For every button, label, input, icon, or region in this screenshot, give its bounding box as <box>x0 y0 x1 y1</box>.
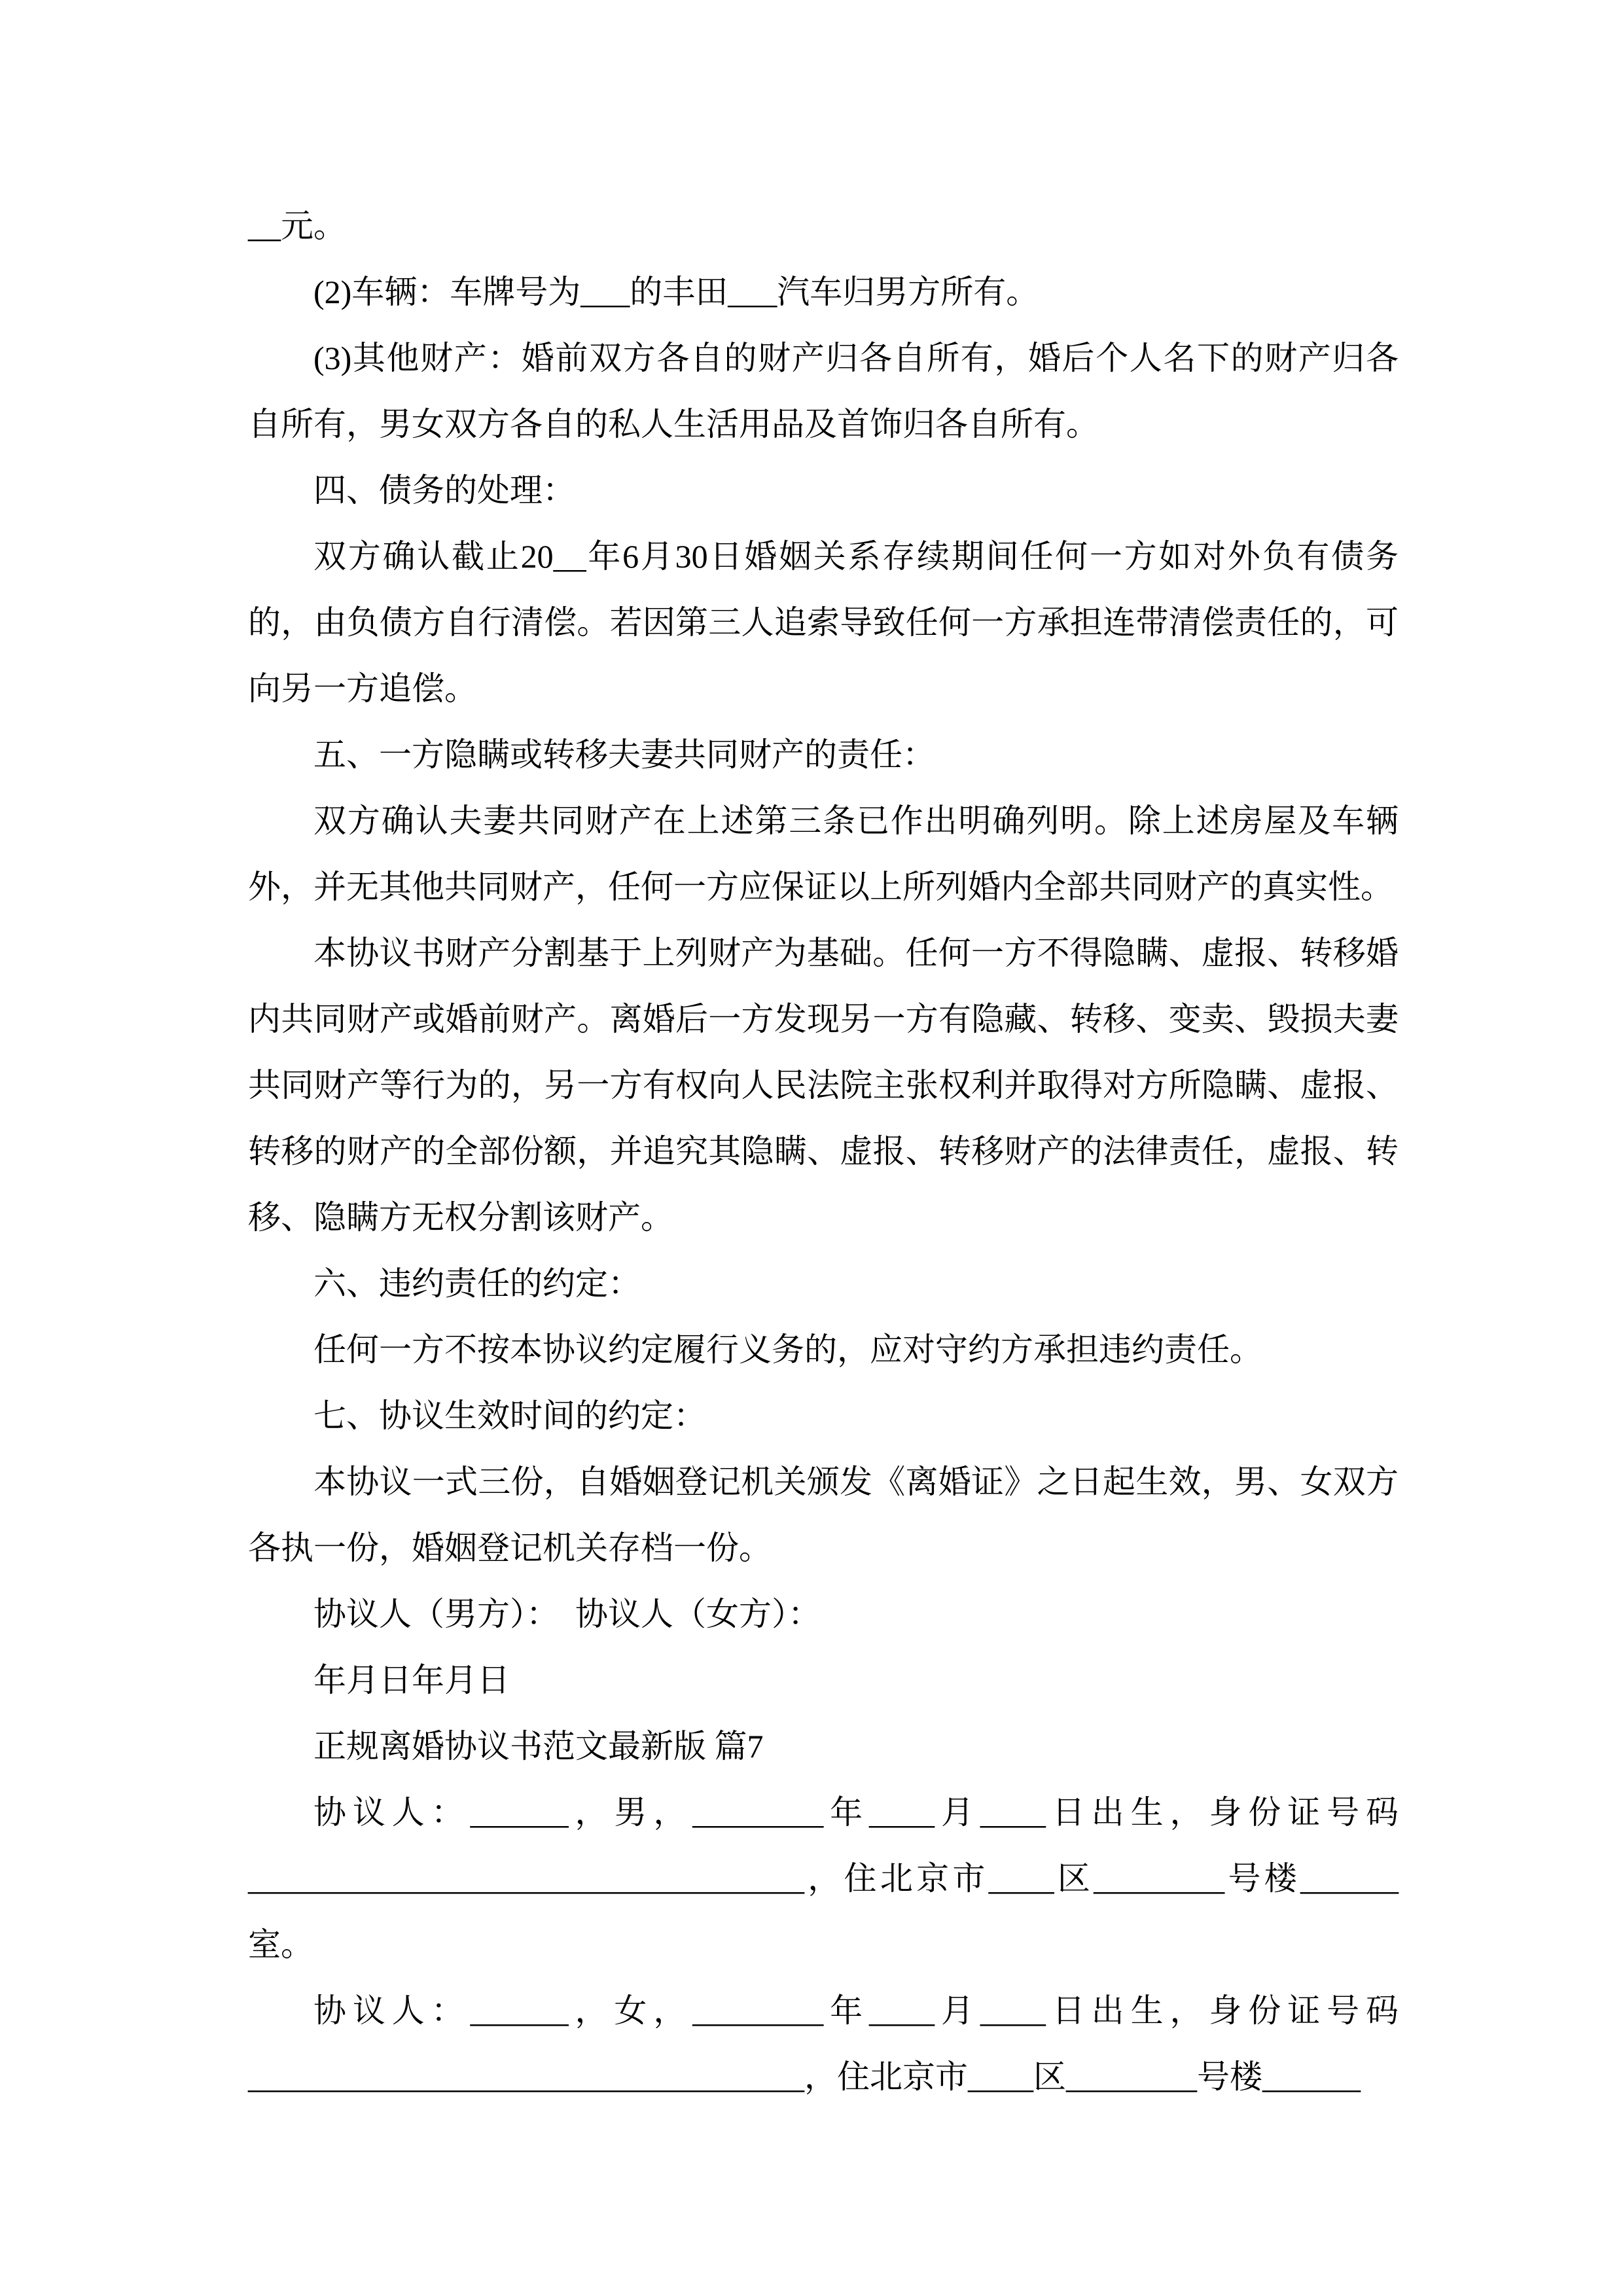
heading-clause-7-effective: 七、协议生效时间的约定： <box>313 1397 706 1434</box>
paragraph-amount-tail: __元。 <box>248 207 346 244</box>
paragraph-vehicle-clause: (2)车辆：车牌号为___的丰田___汽车归男方所有。 <box>313 274 1039 310</box>
heading-clause-6-breach: 六、违约责任的约定： <box>313 1265 641 1302</box>
heading-clause-4-debt: 四、债务的处理： <box>313 472 575 509</box>
paragraph-signature-parties: 协议人（男方）： 协议人（女方）： <box>313 1596 821 1632</box>
paragraph-signature-dates: 年月日年月日 <box>313 1662 510 1698</box>
heading-template-section-7: 正规离婚协议书范文最新版 篇7 <box>313 1728 764 1765</box>
paragraph-party-male-info: 协议人：______，男，________年____月____日出生，身份证号码__________________________________，住北京市____区________号楼______室。 <box>248 1794 1399 1963</box>
heading-clause-5-concealment: 五、一方隐瞒或转移夫妻共同财产的责任： <box>313 736 935 773</box>
paragraph-other-property: (3)其他财产：婚前双方各自的财产归各自所有，婚后个人名下的财产归各自所有，男女双方各自的私人生活用品及首饰归各自所有。 <box>248 340 1399 442</box>
document-body <box>248 193 1399 2110</box>
paragraph-property-confirm: 双方确认夫妻共同财产在上述第三条已作出明确列明。除上述房屋及车辆外，并无其他共同财产，任何一方应保证以上所列婚内全部共同财产的真实性。 <box>248 802 1399 905</box>
paragraph-effective-terms: 本协议一式三份，自婚姻登记机关颁发《离婚证》之日起生效，男、女双方各执一份，婚姻登记机关存档一份。 <box>248 1463 1399 1566</box>
paragraph-property-division: 本协议书财产分割基于上列财产为基础。任何一方不得隐瞒、虚报、转移婚内共同财产或婚前财产。离婚后一方发现另一方有隐藏、转移、变卖、毁损夫妻共同财产等行为的，另一方有权向人民法院主张权利并取得对方所隐瞒、虚报、转移的财产的全部份额，并追究其隐瞒、虚报、转移财产的法律责任，虚报、转移、隐瞒方无权分割该财产。 <box>248 935 1399 1236</box>
paragraph-party-female-info: 协议人：______，女，________年____月____日出生，身份证号码__________________________________，住北京市____区________号楼______ <box>248 1992 1399 2095</box>
paragraph-debt-handling: 双方确认截止20__年6月30日婚姻关系存续期间任何一方如对外负有债务的，由负债方自行清偿。若因第三人追索导致任何一方承担连带清偿责任的，可向另一方追偿。 <box>248 538 1399 707</box>
paragraph-breach-liability: 任何一方不按本协议约定履行义务的，应对守约方承担违约责任。 <box>313 1331 1262 1368</box>
